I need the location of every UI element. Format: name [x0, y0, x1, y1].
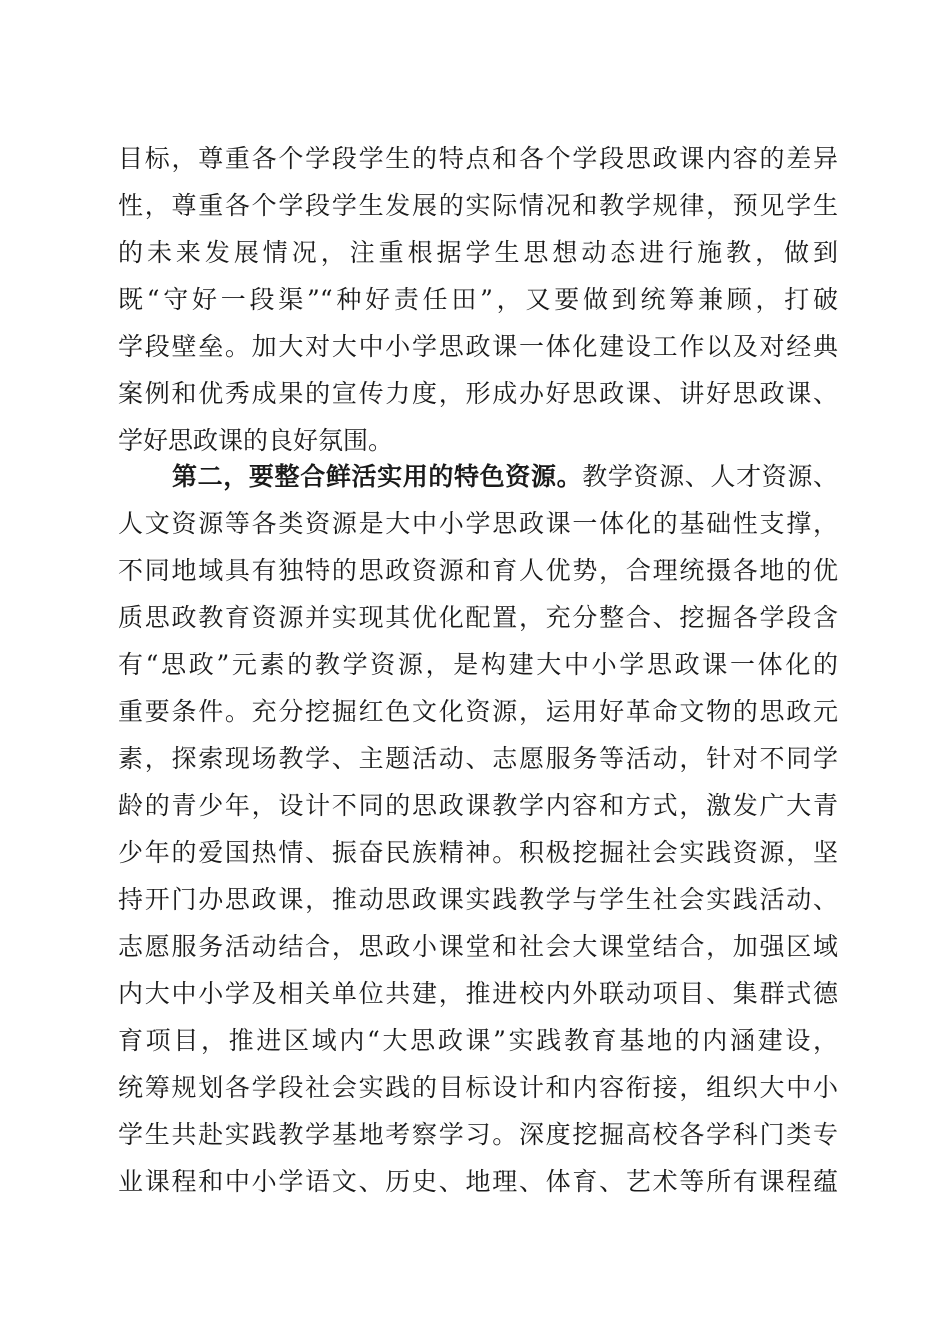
paragraph-1-line-1: 目标，尊重各个学段学生的特点和各个学段思政课内容的差异 [118, 144, 838, 173]
paragraph-2-line-12: 内大中小学及相关单位共建，推进校内外联动项目、集群式德 [118, 979, 838, 1008]
paragraph-1-line-2: 性，尊重各个学段学生发展的实际情况和教学规律，预见学生 [118, 191, 838, 220]
paragraph-2-line-14: 统筹规划各学段社会实践的目标设计和内容衔接，组织大中小 [118, 1073, 838, 1102]
paragraph-2-line-6: 重要条件。充分挖掘红色文化资源，运用好革命文物的思政元 [118, 697, 838, 726]
paragraph-2-line-3: 不同地域具有独特的思政资源和育人优势，合理统摄各地的优 [118, 556, 838, 585]
paragraph-2-line-9: 少年的爱国热情、振奋民族精神。积极挖掘社会实践资源，坚 [118, 838, 838, 867]
paragraph-2-line-8: 龄的青少年，设计不同的思政课教学内容和方式，激发广大青 [118, 791, 838, 820]
paragraph-1-line-6: 案例和优秀成果的宣传力度，形成办好思政课、讲好思政课、 [118, 379, 838, 408]
paragraph-2-heading: 第二，要整合鲜活实用的特色资源。 [172, 462, 583, 491]
paragraph-1-line-3: 的未来发展情况，注重根据学生思想动态进行施教，做到 [118, 238, 838, 267]
paragraph-2-line-16: 业课程和中小学语文、历史、地理、体育、艺术等所有课程蕴 [118, 1167, 838, 1196]
paragraph-1-line-5: 学段壁垒。加大对大中小学思政课一体化建设工作以及对经典 [118, 332, 838, 361]
paragraph-2-line-1 [172, 457, 838, 497]
paragraph-2-line-7: 素，探索现场教学、主题活动、志愿服务等活动，针对不同学 [118, 744, 838, 773]
paragraph-2-line-13: 育项目，推进区域内“大思政课”实践教育基地的内涵建设， [118, 1026, 838, 1055]
paragraph-1-line-7: 学好思政课的良好氛围。 [118, 426, 394, 455]
paragraph-2-line-10: 持开门办思政课，推动思政课实践教学与学生社会实践活动、 [118, 885, 838, 914]
paragraph-2-line-15: 学生共赴实践教学基地考察学习。深度挖掘高校各学科门类专 [118, 1120, 838, 1149]
paragraph-2-line-2: 人文资源等各类资源是大中小学思政课一体化的基础性支撑， [118, 509, 838, 538]
paragraph-2-line-4: 质思政教育资源并实现其优化配置，充分整合、挖掘各学段含 [118, 603, 838, 632]
paragraph-2-line-5: 有“思政”元素的教学资源，是构建大中小学思政课一体化的 [118, 650, 838, 679]
paragraph-1-line-4: 既“守好一段渠”“种好责任田”，又要做到统筹兼顾，打破 [118, 285, 838, 314]
paragraph-2-line-1-rest: 教学资源、人才资源、 [582, 462, 838, 491]
paragraph-2-line-11: 志愿服务活动结合，思政小课堂和社会大课堂结合，加强区域 [118, 932, 838, 961]
